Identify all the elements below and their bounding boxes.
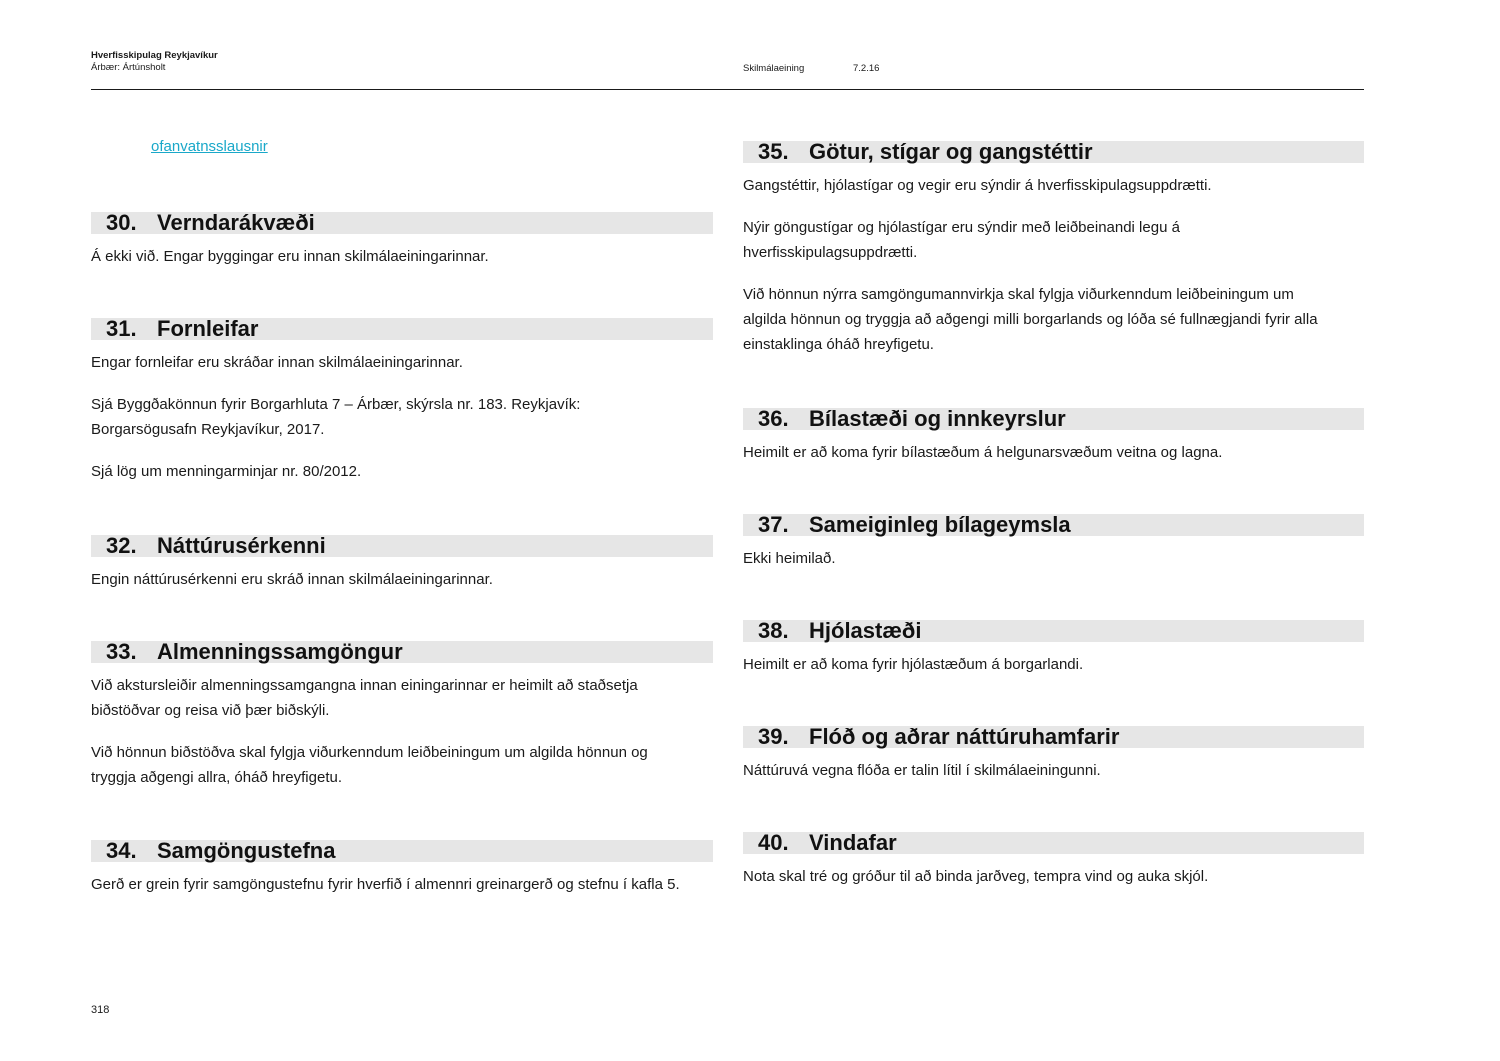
paragraph: Sjá lög um menningarminjar nr. 80/2012. xyxy=(91,463,362,480)
paragraph: Heimilt er að koma fyrir bílastæðum á helgunarsvæðum veitna og lagna. xyxy=(743,444,1223,461)
section-39 xyxy=(743,726,1364,800)
section-36 xyxy=(743,408,1364,482)
paragraph: Heimilt er að koma fyrir hjólastæðum á borgarlandi. xyxy=(743,656,1084,673)
section-40 xyxy=(743,832,1364,906)
page-number: 318 xyxy=(91,1004,110,1016)
header-divider xyxy=(91,89,1364,90)
paragraph: Við hönnun biðstöðva skal fylgja viðurkenndum leiðbeiningum um algilda hönnun og tryggja aðgengi allra, óháð hreyfigetu. xyxy=(91,744,648,786)
paragraph: Engar fornleifar eru skráðar innan skilmálaeiningarinnar. xyxy=(91,354,463,371)
section-33 xyxy=(91,641,713,807)
paragraph: Við hönnun nýrra samgöngumannvirkja skal fylgja viðurkenndum leiðbeiningum um algilda hönnun og tryggja að aðgengi milli borgarlands og lóða sé fullnægjandi fyrir alla einstaklinga óháð hreyfigetu. xyxy=(743,286,1318,353)
section-37 xyxy=(743,514,1364,588)
section-label: Skilmálaeining xyxy=(743,63,805,74)
section-code: 7.2.16 xyxy=(853,63,880,74)
section-heading: 37. Sameiginleg bílageymsla xyxy=(743,514,1364,536)
paragraph: Á ekki við. Engar byggingar eru innan skilmálaeiningarinnar. xyxy=(91,248,489,265)
section-heading: 35. Götur, stígar og gangstéttir xyxy=(743,141,1364,163)
section-heading: 39. Flóð og aðrar náttúruhamfarir xyxy=(743,726,1364,748)
section-heading: 38. Hjólastæði xyxy=(743,620,1364,642)
section-heading: 30. Verndarákvæði xyxy=(91,212,713,234)
paragraph: Við akstursleiðir almenningssamgangna innan einingarinnar er heimilt að staðsetja biðstöðvar og reisa við þær biðskýli. xyxy=(91,677,638,719)
paragraph: Ekki heimilað. xyxy=(743,550,836,567)
section-heading: 31. Fornleifar xyxy=(91,318,713,340)
paragraph: Nota skal tré og gróður til að binda jarðveg, tempra vind og auka skjól. xyxy=(743,868,1209,885)
section-30 xyxy=(91,212,713,286)
paragraph: Nýir göngustígar og hjólastígar eru sýndir með leiðbeinandi legu á hverfisskipulagsuppdrætti. xyxy=(743,219,1180,261)
section-heading: 40. Vindafar xyxy=(743,832,1364,854)
ofanvatn-link[interactable]: ofanvatnsslausnir xyxy=(151,138,268,155)
section-32 xyxy=(91,535,713,609)
section-heading: 33. Almenningssamgöngur xyxy=(91,641,713,663)
section-38 xyxy=(743,620,1364,694)
section-heading: 36. Bílastæði og innkeyrslur xyxy=(743,408,1364,430)
paragraph: Sjá Byggðakönnun fyrir Borgarhluta 7 – Árbær, skýrsla nr. 183. Reykjavík: Borgarsögusafn Reykjavíkur, 2017. xyxy=(91,396,581,438)
document-subtitle: Árbær: Ártúnsholt xyxy=(91,62,166,73)
section-35 xyxy=(743,141,1364,374)
paragraph: Engin náttúrusérkenni eru skráð innan skilmálaeiningarinnar. xyxy=(91,571,493,588)
document-header xyxy=(91,50,218,74)
document-title: Hverfisskipulag Reykjavíkur xyxy=(91,50,218,61)
paragraph: Gangstéttir, hjólastígar og vegir eru sýndir á hverfisskipulagsuppdrætti. xyxy=(743,177,1212,194)
paragraph: Náttúruvá vegna flóða er talin lítil í skilmálaeiningunni. xyxy=(743,762,1101,779)
section-31 xyxy=(91,318,713,501)
section-34 xyxy=(91,840,713,914)
section-heading: 32. Náttúrusérkenni xyxy=(91,535,713,557)
paragraph: Gerð er grein fyrir samgöngustefnu fyrir hverfið í almennri greinargerð og stefnu í kafla 5. xyxy=(91,876,680,893)
section-heading: 34. Samgöngustefna xyxy=(91,840,713,862)
